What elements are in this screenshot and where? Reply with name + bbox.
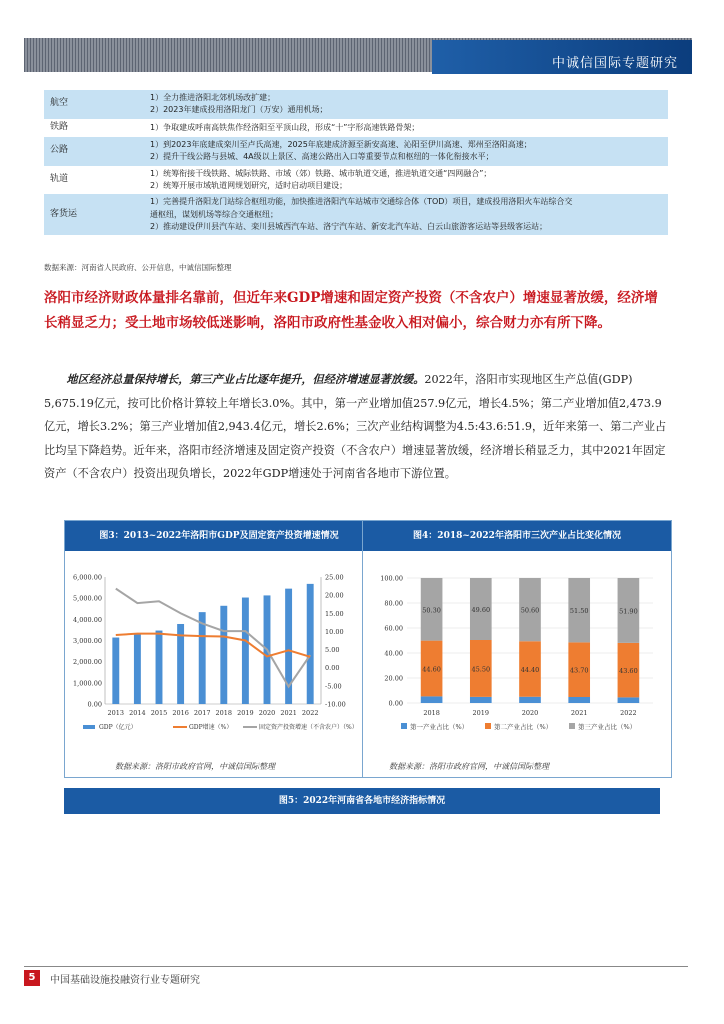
y-right-tick-label: 0.00 bbox=[325, 664, 340, 673]
x-tick-label: 2022 bbox=[620, 709, 637, 717]
table-detail-line: 1）统筹衔接干线铁路、城际铁路、市域（郊）铁路、城市轨道交通，推进轨道交通“四网融合”； bbox=[150, 168, 492, 178]
y-tick-label: 0.00 bbox=[388, 699, 403, 708]
transport-plan-table bbox=[44, 90, 668, 235]
y-left-tick-label: 3,000.00 bbox=[73, 637, 102, 645]
data-label: 44.60 bbox=[422, 665, 441, 674]
y-left-tick-label: 2,000.00 bbox=[73, 658, 102, 667]
legend-swatch bbox=[83, 725, 95, 729]
industry-share-chart bbox=[363, 551, 671, 761]
data-label: 51.90 bbox=[619, 607, 638, 616]
table-detail-line: 1）全力推进洛阳北郊机场改扩建； bbox=[150, 93, 276, 102]
x-tick-label: 2017 bbox=[193, 709, 211, 717]
footer-divider bbox=[24, 966, 688, 967]
table-row bbox=[44, 119, 668, 137]
report-series-title: 中诚信国际专题研究 bbox=[551, 56, 678, 71]
x-tick-label: 2021 bbox=[280, 709, 297, 717]
figure-5-title: 图5：2022年河南省各地市经济指标情况 bbox=[64, 788, 660, 814]
y-tick-label: 40.00 bbox=[384, 649, 403, 658]
paragraph-emphasis: 地区经济总量保持增长，第三产业占比逐年提升，但经济增速显著放缓。 bbox=[66, 372, 425, 386]
table-details bbox=[146, 166, 668, 195]
legend-label: GDP增速（%） bbox=[189, 724, 233, 731]
x-tick-label: 2020 bbox=[258, 709, 276, 717]
x-tick-label: 2014 bbox=[129, 709, 146, 717]
y-right-tick-label: 5.00 bbox=[325, 646, 340, 655]
y-right-tick-label: 25.00 bbox=[325, 573, 344, 582]
table-row bbox=[44, 90, 668, 119]
table-category: 铁路 bbox=[50, 121, 69, 132]
table-row bbox=[44, 166, 668, 195]
table-details bbox=[146, 90, 668, 119]
y-tick-label: 100.00 bbox=[380, 574, 403, 583]
y-tick-label: 20.00 bbox=[384, 674, 403, 683]
legend-label: 第三产业占比（%） bbox=[578, 723, 637, 731]
table-details bbox=[146, 194, 668, 235]
x-tick-label: 2016 bbox=[172, 709, 189, 717]
y-right-tick-label: 20.00 bbox=[325, 591, 344, 600]
figure-4 bbox=[362, 520, 672, 778]
gdp-investment-chart bbox=[65, 551, 373, 761]
share-bar-segment bbox=[519, 697, 541, 703]
table-detail-line: 2）推动建设伊川县汽车站、栾川县城西汽车站、洛宁汽车站、新安北汽车站、白云山旅游客运站等县级客运站； bbox=[150, 222, 548, 232]
gdp-bar bbox=[134, 634, 141, 704]
table-row bbox=[44, 137, 668, 166]
y-right-tick-label: -5.00 bbox=[325, 682, 342, 691]
investment-growth-line bbox=[116, 589, 310, 687]
x-tick-label: 2018 bbox=[215, 709, 233, 717]
page-number: 5 bbox=[24, 970, 40, 986]
data-label: 43.60 bbox=[619, 667, 638, 676]
legend-swatch bbox=[569, 723, 575, 729]
table-detail-line: 1）争取建成呼南高铁焦作经洛阳至平顶山段，形成“十”字形高速铁路骨架； bbox=[150, 122, 420, 132]
figure-4-title: 图4：2018~2022年洛阳市三次产业占比变化情况 bbox=[363, 521, 671, 551]
share-bar-segment bbox=[421, 696, 443, 703]
table-details bbox=[146, 119, 668, 137]
gdp-bar bbox=[156, 631, 163, 704]
table-details bbox=[146, 137, 668, 166]
y-left-tick-label: 4,000.00 bbox=[73, 615, 102, 624]
table-category: 航空 bbox=[44, 90, 146, 119]
data-label: 51.50 bbox=[569, 607, 589, 616]
x-tick-label: 2020 bbox=[521, 709, 539, 717]
table-category: 客货运 bbox=[44, 194, 146, 235]
gdp-bar bbox=[199, 612, 206, 704]
gdp-bar bbox=[307, 584, 314, 704]
y-left-tick-label: 0.00 bbox=[87, 700, 102, 709]
gdp-growth-line bbox=[116, 634, 310, 657]
y-tick-label: 60.00 bbox=[384, 624, 403, 633]
y-tick-label: 80.00 bbox=[384, 599, 403, 608]
data-label: 50.30 bbox=[422, 606, 441, 615]
y-right-tick-label: 10.00 bbox=[325, 627, 344, 636]
table-detail-line: 1）完善提升洛阳龙门站综合枢纽功能，加快推进洛阳汽车站城市交通综合体（TOD）项目，建成投用洛阳火车站综合交 bbox=[150, 197, 573, 207]
table-source: 数据来源：河南省人民政府、公开信息，中诚信国际整理 bbox=[44, 263, 232, 272]
x-tick-label: 2019 bbox=[237, 709, 254, 717]
y-left-tick-label: 1,000.00 bbox=[73, 679, 102, 688]
data-label: 43.70 bbox=[569, 666, 589, 675]
figure-4-source: 数据来源：洛阳市政府官网，中诚信国际整理 bbox=[389, 762, 549, 771]
lead-summary: 洛阳市经济财政体量排名靠前，但近年来GDP增速和固定资产投资（不含农户）增速显著放缓，经济增长稍显乏力；受土地市场较低迷影响，洛阳市政府性基金收入相对偏小，综合财力亦有所下降。 bbox=[44, 290, 658, 331]
figure-3-source: 数据来源：洛阳市政府官网，中诚信国际整理 bbox=[115, 762, 275, 771]
y-right-tick-label: -10.00 bbox=[325, 700, 346, 709]
table-detail-line: 2）统筹开展市域轨道网规划研究，适时启动项目建设； bbox=[150, 180, 348, 190]
table-detail-line: 2）2023年建成投用洛阳龙门（万安）通用机场； bbox=[150, 105, 328, 115]
data-label: 45.50 bbox=[471, 665, 491, 674]
gdp-bar bbox=[112, 638, 119, 704]
legend-swatch bbox=[485, 723, 491, 729]
paragraph-body: 2022年，洛阳市实现地区生产总值(GDP) 5,675.19亿元，按可比价格计算较上年增长3.0%。其中，第一产业增加值257.9亿元，增长4.5%；第二产业增加值2,473.9亿元，增长3.2%；第三产业增加值2,943.4亿元，增长2.6%；三次产业结构调整为4.5:43.6:51.9，近年来第一、第二产业占比均呈下降趋势。近年来，洛阳市经济增速及固定资产投资（不含农户）增速显著放缓，经济增长稍显乏力，其中2021年固定资产（不含农户）投资出现负增长，2022年GDP增速处于河南省各地市下游位置。 bbox=[44, 373, 667, 480]
share-bar-segment bbox=[568, 697, 590, 703]
table-category: 公路 bbox=[44, 137, 146, 166]
legend-label: 固定资产投资增速（不含农户）（%） bbox=[259, 724, 358, 731]
figure-3 bbox=[64, 520, 374, 778]
legend-label: 第二产业占比（%） bbox=[494, 723, 553, 731]
x-tick-label: 2013 bbox=[107, 709, 125, 717]
share-bar-segment bbox=[470, 697, 492, 703]
x-tick-label: 2022 bbox=[301, 709, 319, 717]
table-detail-line: 1）到2023年底建成栾川至卢氏高速，2025年底建成济源至新安高速、沁阳至伊川高速、郑州至洛阳高速； bbox=[150, 139, 532, 149]
data-label: 49.60 bbox=[471, 606, 491, 614]
body-paragraph bbox=[44, 368, 670, 486]
x-tick-label: 2018 bbox=[423, 709, 440, 717]
gdp-bar bbox=[242, 598, 249, 704]
table-detail-line: 通枢纽，谋划机场等综合交通枢纽； bbox=[150, 209, 278, 219]
legend-label: GDP（亿元） bbox=[99, 724, 137, 731]
data-label: 44.40 bbox=[520, 666, 540, 674]
x-tick-label: 2015 bbox=[150, 709, 168, 717]
gdp-bar bbox=[220, 606, 227, 704]
y-left-tick-label: 5,000.00 bbox=[73, 594, 102, 603]
data-label: 50.60 bbox=[520, 606, 540, 615]
footer-title: 中国基础设施投融资行业专题研究 bbox=[50, 975, 200, 986]
y-right-tick-label: 15.00 bbox=[325, 609, 344, 618]
x-tick-label: 2019 bbox=[472, 709, 490, 717]
table-category: 轨道 bbox=[50, 173, 69, 184]
y-left-tick-label: 6,000.00 bbox=[73, 573, 102, 582]
figure-3-title: 图3：2013~2022年洛阳市GDP及固定资产投资增速情况 bbox=[65, 521, 373, 551]
table-detail-line: 2）提升干线公路与县城、4A级以上景区、高速公路出入口等重要节点和枢纽的一体化衔接水平； bbox=[150, 152, 494, 162]
share-bar-segment bbox=[618, 697, 640, 703]
legend-swatch bbox=[401, 723, 407, 729]
x-tick-label: 2021 bbox=[570, 709, 588, 717]
legend-label: 第一产业占比（%） bbox=[410, 723, 469, 731]
table-row bbox=[44, 194, 668, 235]
